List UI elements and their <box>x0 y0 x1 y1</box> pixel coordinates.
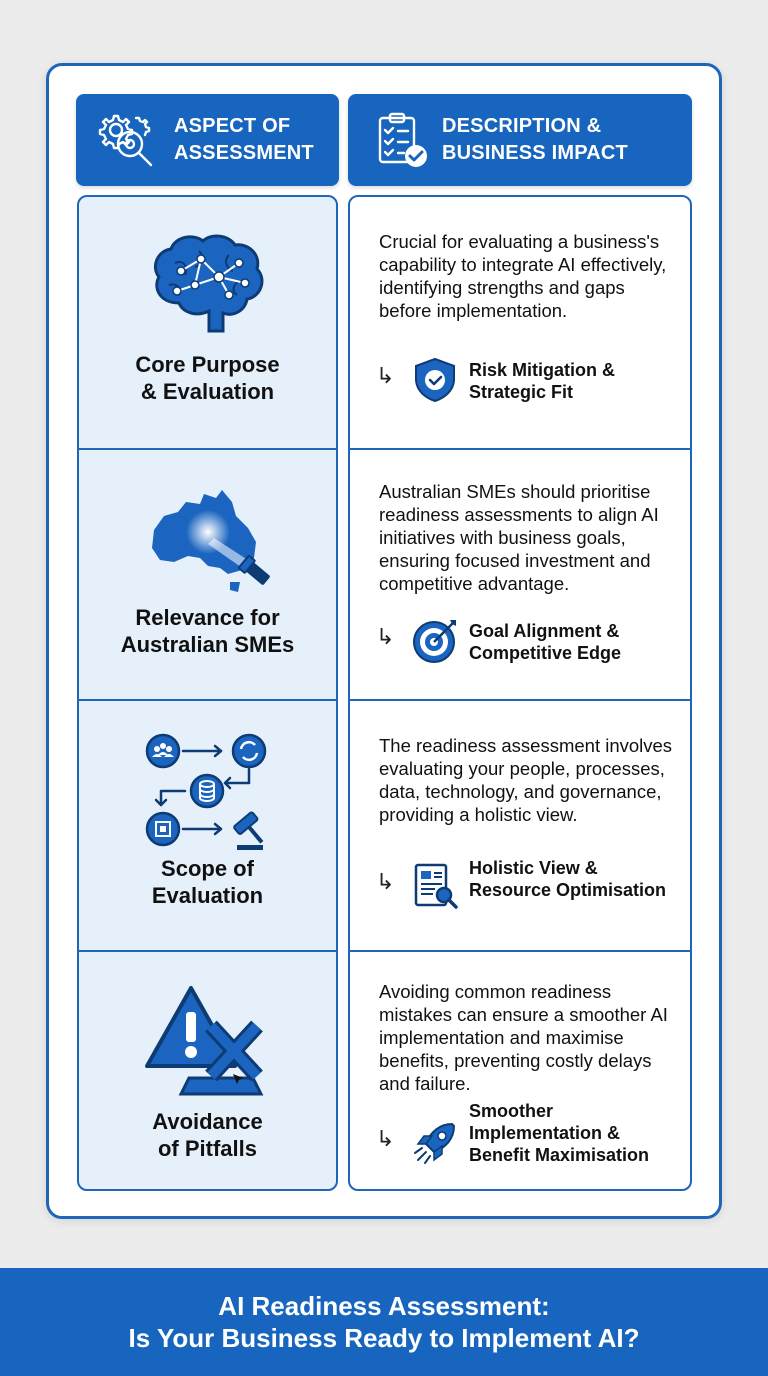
aspect-title: Relevance for Australian SMEs <box>120 605 295 657</box>
rocket-icon <box>412 1120 458 1166</box>
aspect-title: Scope of Evaluation <box>151 856 264 908</box>
header-aspect-line1: ASPECT OF <box>174 115 291 137</box>
return-arrow-icon: ↳ <box>376 624 395 649</box>
document-search-icon <box>412 863 458 909</box>
aspect-cell-pitfalls <box>79 950 336 1191</box>
impact-text: Holistic View & Resource Optimisation <box>469 858 667 900</box>
brain-network-icon <box>149 233 269 335</box>
footer-title-line1: AI Readiness Assessment: <box>218 1291 550 1321</box>
description-text: Australian SMEs should prioritise readiness assessments to align AI initiatives with business goals, ensuring focused investment and competitive advantage. <box>379 481 659 594</box>
impact-text: Smoother Implementation & Benefit Maximisation <box>469 1101 650 1165</box>
header-aspect <box>76 94 339 186</box>
footer-banner <box>0 1268 768 1376</box>
description-text: Crucial for evaluating a business's capability to integrate AI effectively, identifying strengths and gaps before implementation. <box>379 231 667 321</box>
header-description-line2: BUSINESS IMPACT <box>442 142 628 164</box>
impact-text: Risk Mitigation & Strategic Fit <box>469 360 616 402</box>
description-text: Avoiding common readiness mistakes can ensure a smoother AI implementation and maximise benefits, preventing costly delays and failure. <box>379 981 668 1094</box>
clipboard-check-icon <box>368 108 432 172</box>
warning-cross-icon <box>141 982 277 1100</box>
header-description-line1: DESCRIPTION & <box>442 115 602 137</box>
return-arrow-icon: ↳ <box>376 869 395 894</box>
aspect-title: Avoidance of Pitfalls <box>152 1109 263 1161</box>
target-arrow-icon <box>412 618 458 664</box>
australia-map-flashlight-icon <box>144 486 274 596</box>
description-text: The readiness assessment involves evaluating your people, processes, data, technology, and governance, providing a holistic view. <box>379 735 673 825</box>
return-arrow-icon: ↳ <box>376 1126 395 1151</box>
description-cell-core-purpose <box>350 197 690 448</box>
aspect-title: Core Purpose & Evaluation <box>135 352 280 404</box>
aspect-cell-core-purpose <box>79 197 336 448</box>
aspect-cell-scope <box>79 699 336 950</box>
shield-check-icon <box>412 357 458 403</box>
process-flow-icon <box>141 729 277 859</box>
return-arrow-icon: ↳ <box>376 363 395 388</box>
aspect-column <box>77 195 338 1191</box>
footer-title-line2: Is Your Business Ready to Implement AI? <box>128 1323 640 1353</box>
gear-magnifier-icon <box>96 108 160 172</box>
aspect-cell-relevance <box>79 448 336 699</box>
description-cell-pitfalls <box>350 950 690 1191</box>
description-column <box>348 195 692 1191</box>
header-description <box>348 94 692 186</box>
description-cell-scope <box>350 699 690 950</box>
description-cell-relevance <box>350 448 690 699</box>
impact-text: Goal Alignment & Competitive Edge <box>469 621 622 663</box>
header-aspect-line2: ASSESSMENT <box>174 142 314 164</box>
